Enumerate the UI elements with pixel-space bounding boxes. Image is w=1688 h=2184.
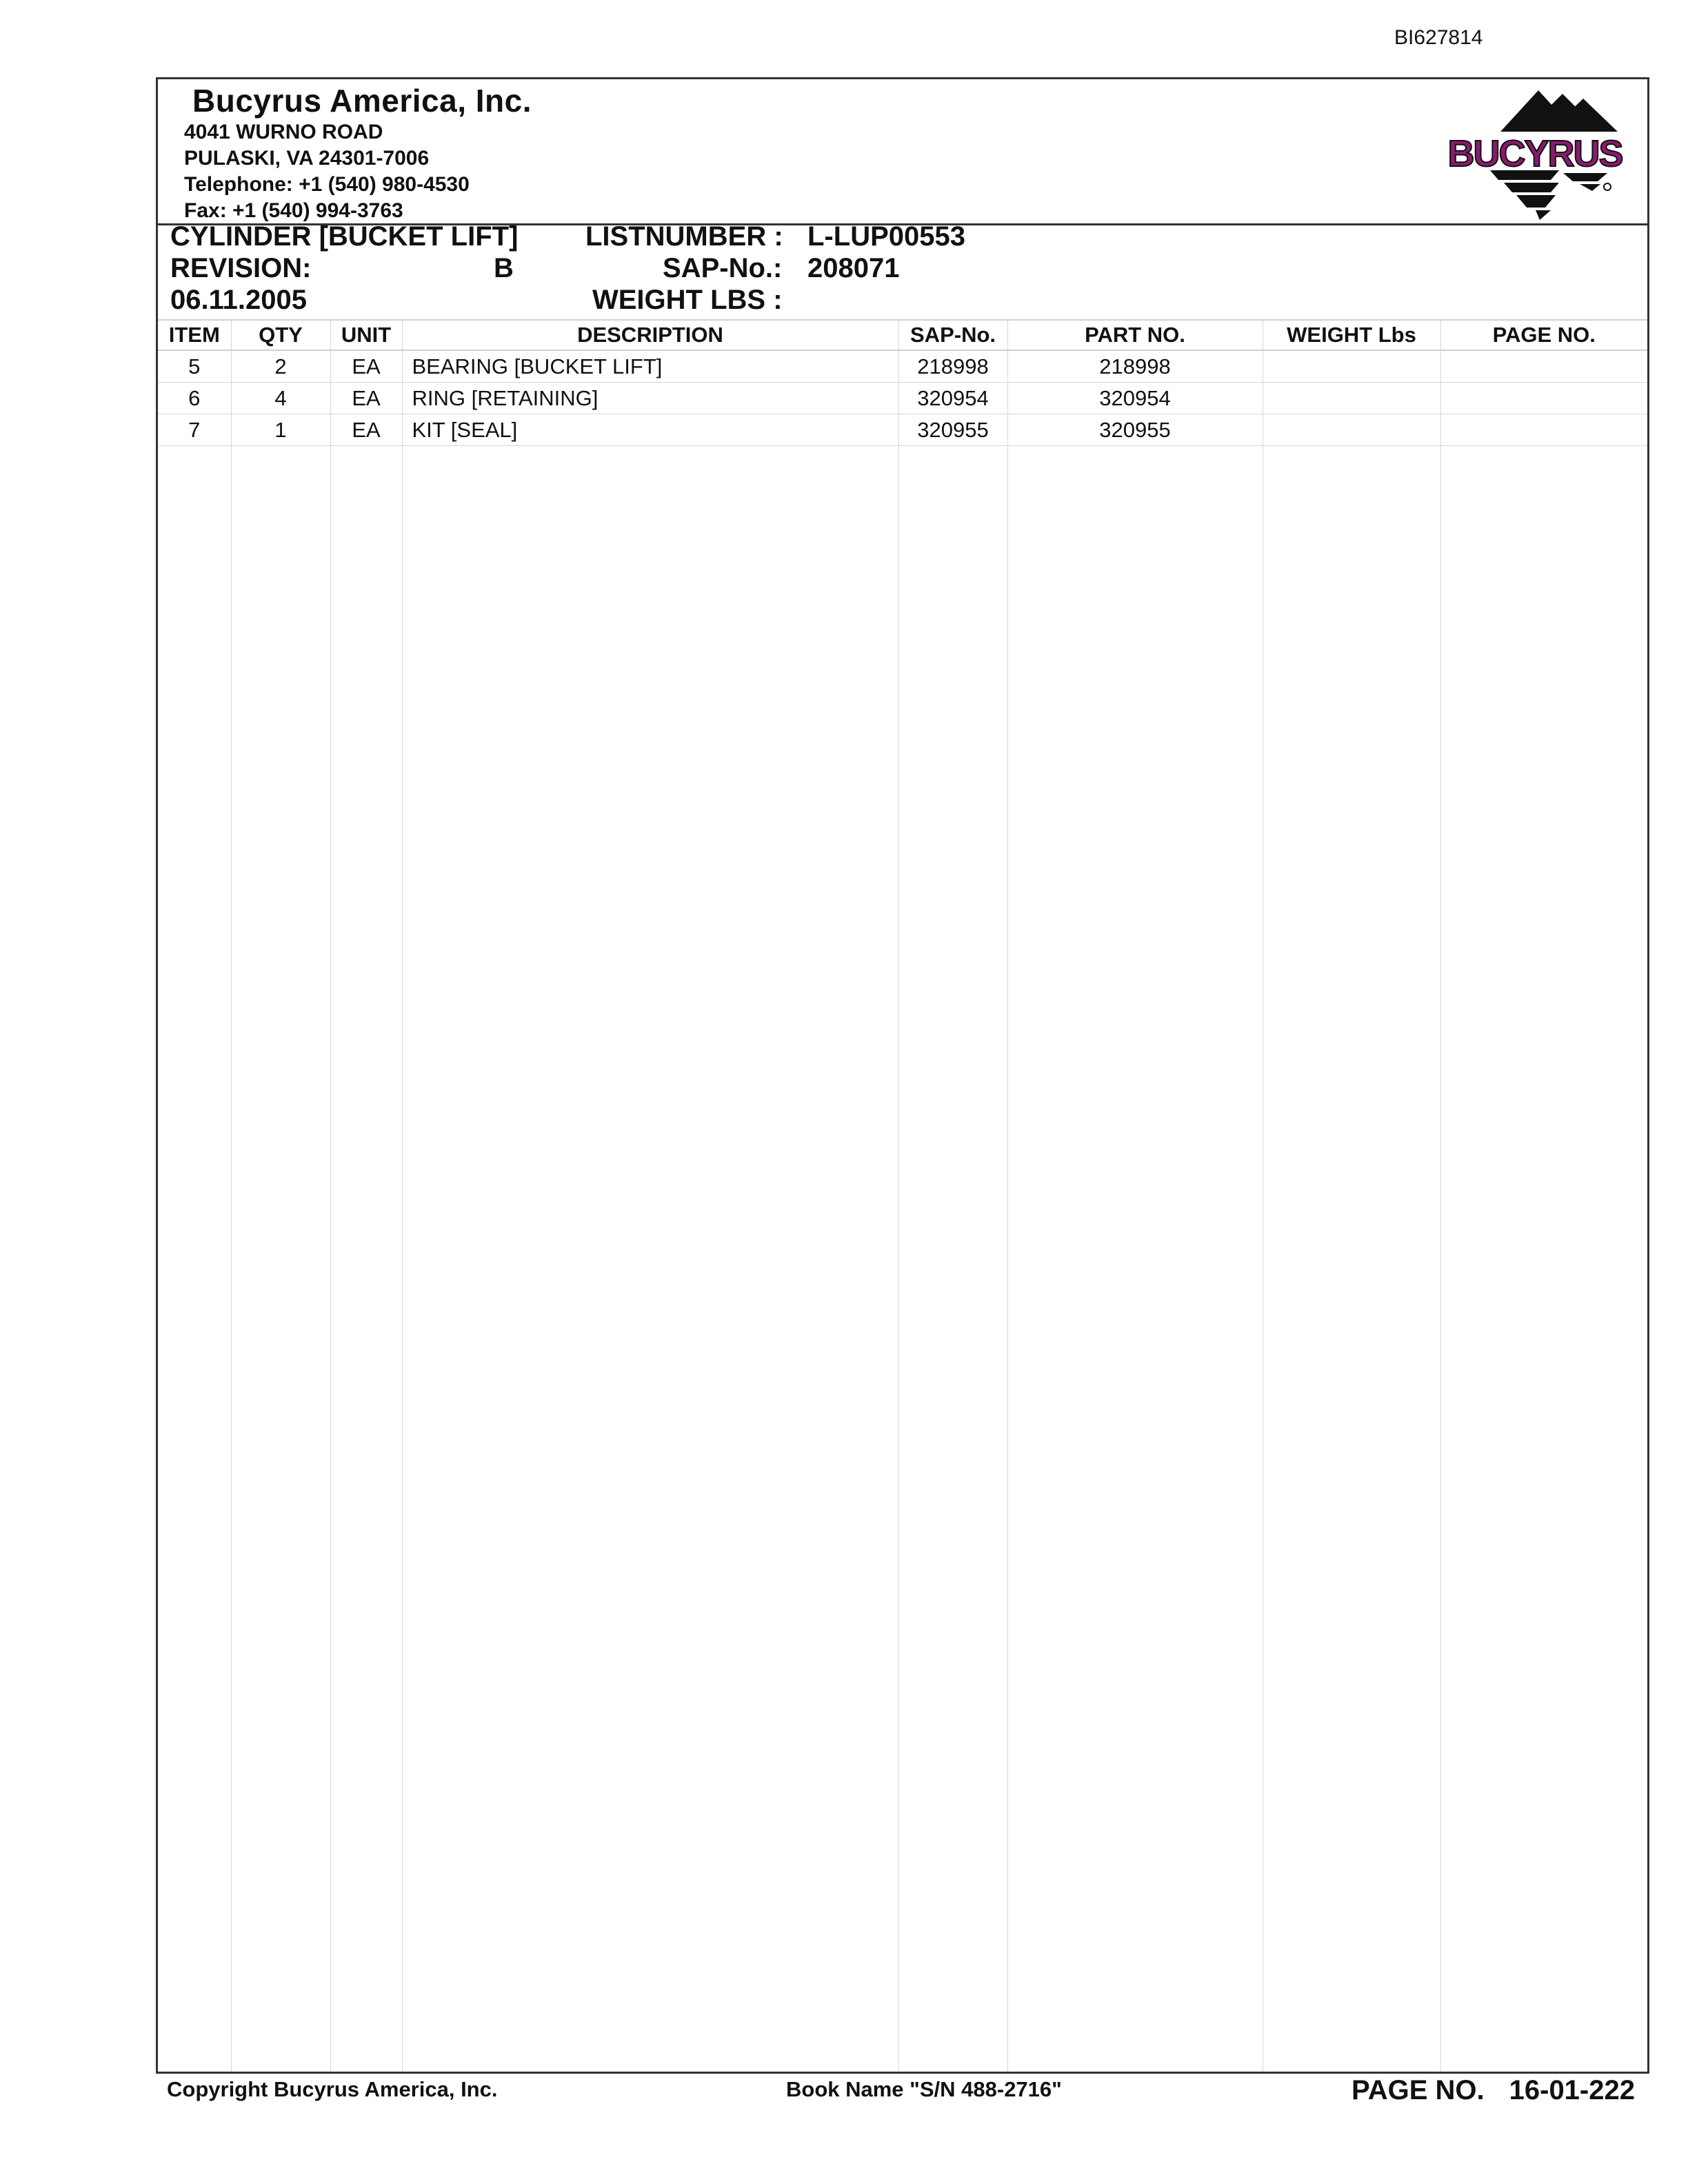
table-header-row	[158, 320, 1647, 350]
cell-qty: 2	[231, 350, 330, 383]
column-header-description: DESCRIPTION	[402, 320, 898, 350]
table-row	[158, 383, 1647, 414]
cell-sap-no: 320954	[898, 383, 1007, 414]
page-number-label: PAGE NO.	[1352, 2075, 1485, 2105]
list-date: 06.11.2005	[170, 285, 307, 315]
empty-cell	[231, 446, 330, 2072]
bucyrus-logo	[1435, 90, 1635, 221]
table-row	[158, 414, 1647, 446]
cell-qty: 1	[231, 414, 330, 446]
cell-part-no: 320954	[1007, 383, 1263, 414]
logo-wordmark: BUCYRUS	[1447, 133, 1622, 174]
cell-unit: EA	[330, 414, 402, 446]
column-header-page-no: PAGE NO.	[1440, 320, 1647, 350]
company-address-line2: PULASKI, VA 24301-7006	[184, 147, 430, 170]
empty-cell	[1007, 446, 1263, 2072]
empty-cell	[1440, 446, 1647, 2072]
parts-table	[158, 319, 1647, 2072]
table-empty-space	[158, 446, 1647, 2072]
cell-sap-no: 320955	[898, 414, 1007, 446]
sap-value: 208071	[807, 253, 900, 283]
revision-label: REVISION:	[170, 253, 312, 283]
empty-cell	[158, 446, 231, 2072]
footer-book-name: Book Name "S/N 488-2716"	[786, 2077, 1062, 2101]
cell-part-no: 320955	[1007, 414, 1263, 446]
column-header-unit: UNIT	[330, 320, 402, 350]
listnumber-label: LISTNUMBER :	[585, 221, 783, 252]
cell-item: 6	[158, 383, 231, 414]
cell-sap-no: 218998	[898, 350, 1007, 383]
cell-item: 5	[158, 350, 231, 383]
company-address-line1: 4041 WURNO ROAD	[184, 121, 383, 143]
empty-cell	[1263, 446, 1440, 2072]
listnumber-value: L-LUP00553	[807, 221, 965, 252]
column-header-item: ITEM	[158, 320, 231, 350]
company-telephone: Telephone: +1 (540) 980-4530	[184, 173, 470, 196]
cell-weight	[1263, 350, 1440, 383]
cell-page-no	[1440, 414, 1647, 446]
cell-item: 7	[158, 414, 231, 446]
column-header-part-no: PART NO.	[1007, 320, 1263, 350]
column-header-sap-no: SAP-No.	[898, 320, 1007, 350]
list-title: CYLINDER [BUCKET LIFT]	[170, 221, 519, 252]
revision-value: B	[494, 253, 514, 283]
cell-description: BEARING [BUCKET LIFT]	[402, 350, 898, 383]
cell-unit: EA	[330, 383, 402, 414]
cell-part-no: 218998	[1007, 350, 1263, 383]
cell-page-no	[1440, 350, 1647, 383]
company-block	[174, 82, 532, 224]
parts-list-frame	[156, 77, 1649, 2074]
cell-page-no	[1440, 383, 1647, 414]
weight-label: WEIGHT LBS :	[592, 285, 783, 315]
empty-cell	[330, 446, 402, 2072]
cell-description: KIT [SEAL]	[402, 414, 898, 446]
cell-description: RING [RETAINING]	[402, 383, 898, 414]
page-number-value: 16-01-222	[1509, 2075, 1635, 2105]
footer-copyright: Copyright Bucyrus America, Inc.	[167, 2077, 498, 2101]
document-id: BI627814	[1394, 26, 1483, 49]
cell-weight	[1263, 383, 1440, 414]
table-row	[158, 350, 1647, 383]
cell-qty: 4	[231, 383, 330, 414]
footer-page-number	[1352, 2075, 1635, 2106]
sap-label: SAP-No.:	[663, 253, 783, 283]
column-header-weight: WEIGHT Lbs	[1263, 320, 1440, 350]
empty-cell	[898, 446, 1007, 2072]
cell-weight	[1263, 414, 1440, 446]
empty-cell	[402, 446, 898, 2072]
company-fax: Fax: +1 (540) 994-3763	[184, 199, 403, 222]
company-name: Bucyrus America, Inc.	[192, 83, 532, 119]
column-header-qty: QTY	[231, 320, 330, 350]
cell-unit: EA	[330, 350, 402, 383]
